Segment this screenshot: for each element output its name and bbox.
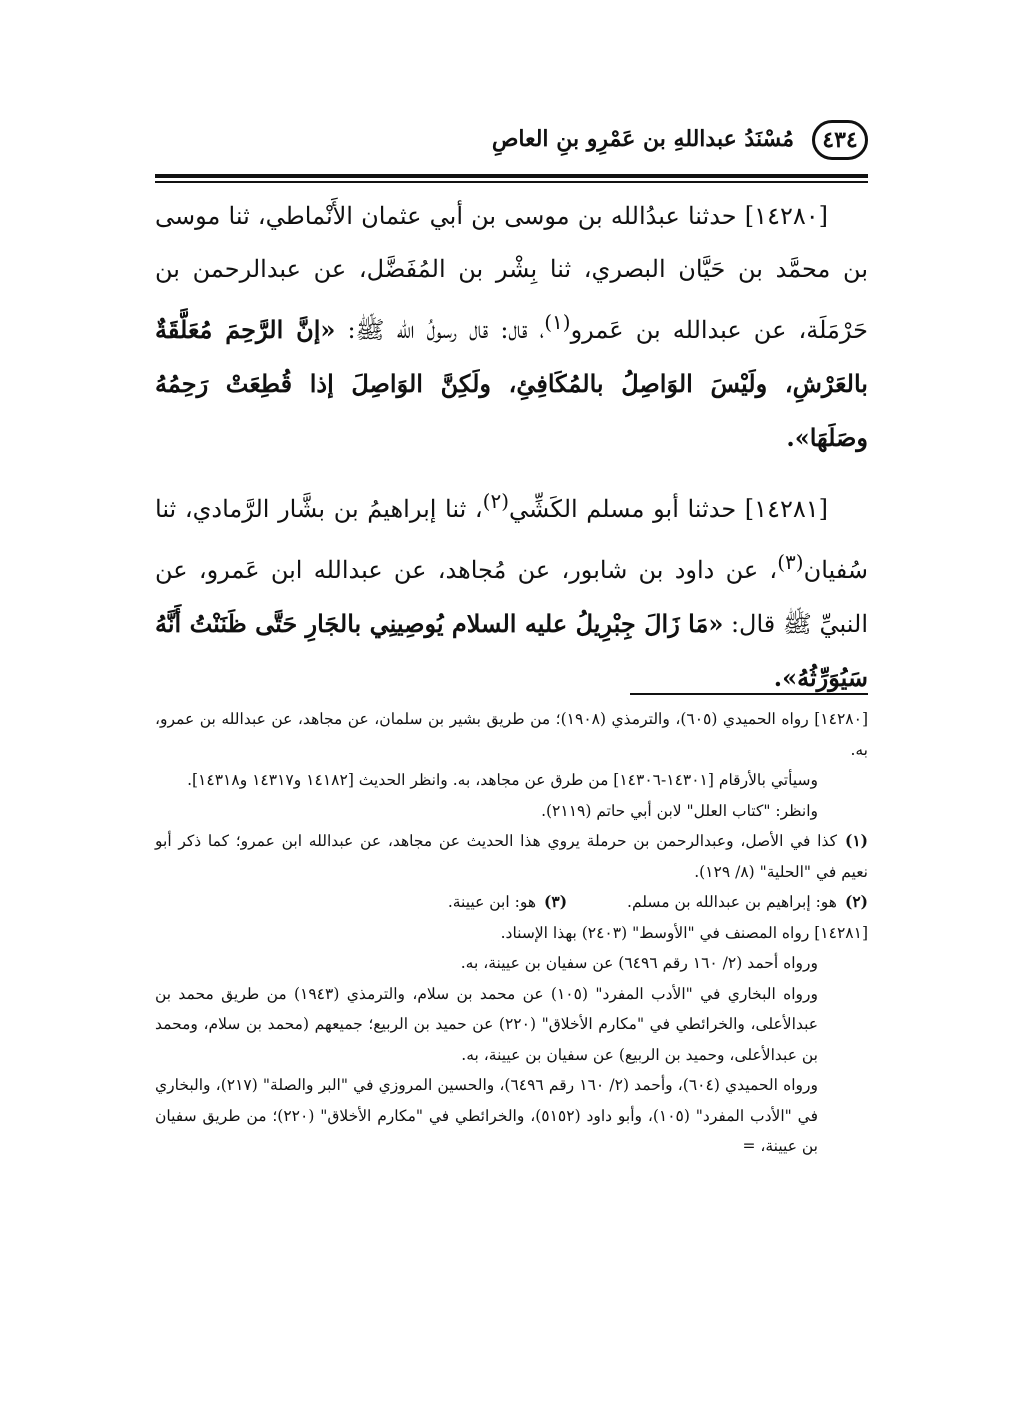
footnote-text: كذا في الأصل، وعبدالرحمن بن حرملة يروي هذا الحديث عن مجاهد، عن عبدالله ابن عمرو؛ كما ذكر أبو نعيم في "الحلية" (٨/ ١٢٩). [155, 832, 868, 881]
header-rule-thin [155, 181, 868, 183]
main-text [155, 190, 868, 715]
footnote-takhrij: ورواه البخاري في "الأدب المفرد" (١٠٥) عن محمد بن سلام، والترمذي (١٩٤٣) من طريق محمد بن عبدالأعلى، والخرائطي في "مكارم الأخلاق" (٢٢٠) عن حميد بن الربيع؛ جميعهم (محمد بن سلام، ومحمد بن عبدالأعلى، وحميد بن الربيع) عن سفيان بن عيينة، به. [155, 984, 819, 1064]
footnote-takhrij: ورواه الحميدي (٦٠٤)، وأحمد (٢/ ١٦٠ رقم ٦٤٩٦)، والحسين المروزي في "البر والصلة" (٢١٧)، والبخاري في "الأدب المفرد" (١٠٥)، وأبو داود (٥١٥٢)، والخرائطي في "مكارم الأخلاق" (٢٢٠)؛ من طريق سفيان بن عيينة، = [155, 1076, 818, 1155]
hadith-isnad: حدثنا عبدُالله بن موسى بن أبي عثمان الأَنْماطي، ثنا موسى بن محمَّد بن حَيَّان البصري، ثنا بِشْر بن المُفَضَّل، عن عبدالرحمن بن حَرْمَلَة، عن عبدالله بن عَمرو [155, 202, 869, 344]
page-number: ٤٣٤ [822, 127, 858, 153]
footnote-ref: (٢) [482, 489, 510, 513]
page-header [155, 112, 868, 174]
footnote-label: (١) [844, 831, 868, 850]
hadith-number: [١٤٢٨١] [744, 495, 828, 523]
footnote-takhrij: وانظر: "كتاب العلل" لابن أبي حاتم (٢١١٩). [541, 801, 818, 820]
page-number-badge [812, 120, 868, 160]
footnote-ref: (١) [544, 310, 571, 334]
footnote-label: (٣) [544, 892, 568, 911]
footnote-1 [155, 826, 868, 887]
footnote-divider [630, 693, 868, 695]
hadith-number: [١٤٢٨٠] [744, 202, 828, 230]
hadith-matn: «مَا زَالَ جِبْرِيلُ عليه السلام يُوصِينِي بالجَارِ حَتَّى ظَنَنْتُ أَنَّهُ سَيُوَرِّثُهُ». [155, 609, 868, 692]
header-rule-thick [155, 174, 868, 178]
footnote-takhrij: [١٤٢٨١] رواه المصنف في "الأوسط" (٢٤٠٣) بهذا الإسناد. [500, 923, 868, 942]
hadith-isnad: ، ثنا إبراهيمُ بن بشَّار الرَّمادي، ثنا سُفيان [155, 495, 868, 584]
footnote-ref: (٣) [777, 550, 804, 574]
running-title: مُسْنَدُ عبداللهِ بن عَمْرِو بنِ العاصِ [491, 126, 794, 152]
hadith-14281 [155, 475, 868, 705]
hadith-matn: «إنَّ الرَّحِمَ مُعَلَّقَةٌ بالعَرْشِ، ولَيْسَ الوَاصِلُ بالمُكَافِئِ، ولَكِنَّ الوَاصِلَ إذا قُطِعَتْ رَحِمُهُ وصَلَهَا». [155, 315, 868, 452]
footnote-takhrij: وسيأتي بالأرقام [١٤٣٠١-١٤٣٠٦] من طرق عن مجاهد، به. وانظر الحديث [١٤١٨٢ و١٤٣١٧ و١٤٣١٨]. [187, 771, 818, 789]
footnote-text: هو: ابن عيينة. [447, 893, 537, 911]
footnote-takhrij: [١٤٢٨٠] رواه الحميدي (٦٠٥)، والترمذي (١٩٠٨)؛ من طريق بشير بن سلمان، عن مجاهد، عن عبدالله بن عمرو، به. [155, 710, 868, 759]
hadith-isnad: ، عن داود بن شابور، عن مُجاهد، عن عبدالله ابن عَمرو، عن النبيِّ ﷺ قال: [155, 556, 868, 638]
footnote-2-3 [155, 887, 868, 918]
hadith-14280 [155, 190, 868, 465]
footnotes [155, 704, 868, 1162]
footnote-takhrij: ورواه أحمد (٢/ ١٦٠ رقم ٦٤٩٦) عن سفيان بن عيينة، به. [460, 954, 818, 972]
footnote-text: هو: إبراهيم بن عبدالله بن مسلم. [627, 893, 837, 911]
hadith-isnad: حدثنا أبو مسلم الكَشِّي [509, 495, 737, 523]
footnote-label: (٢) [844, 892, 868, 911]
hadith-intro: ، قال: قال رسولُ الله ﷺ: [335, 316, 545, 344]
